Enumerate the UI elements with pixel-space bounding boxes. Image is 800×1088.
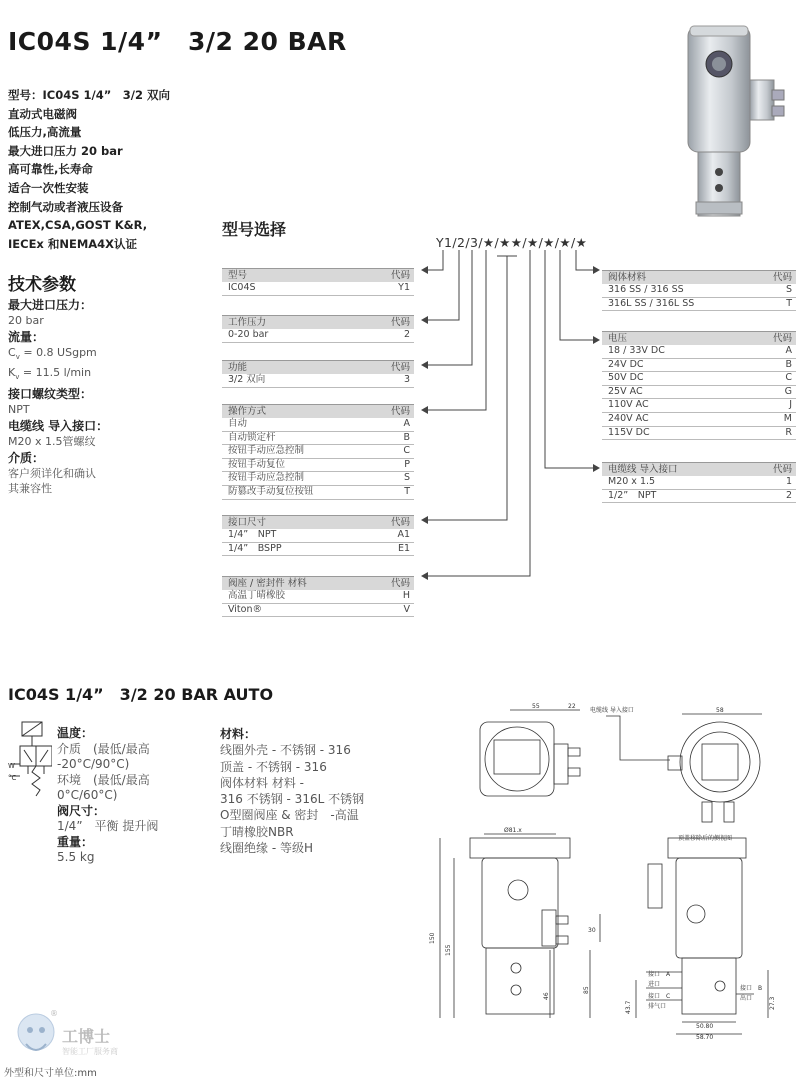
table-row: M20 x 1.5 1 — [602, 476, 796, 490]
port-value: NPT — [8, 403, 30, 417]
table-row: 1/2” NPT 2 — [602, 490, 796, 504]
dim-50-80: 50.80 — [696, 1023, 714, 1030]
feature-item: 最大进口压力 20 bar — [8, 143, 123, 158]
feature-item: IECEx 和NEMA4X认证 — [8, 236, 138, 251]
table-cable-entry: 电缆线 导入接口 代码 M20 x 1.5 1 1/2” NPT 2 — [602, 462, 796, 503]
port-a-inlet: 进口 — [648, 981, 661, 988]
table-row: 自动 A — [222, 418, 414, 432]
material-item: 顶盖 - 不锈钢 - 316 — [220, 759, 327, 774]
material-item: 316 不锈钢 - 316L 不锈钢 — [220, 792, 365, 807]
valve-size-label: 阀尺寸： — [57, 803, 106, 818]
temp-label: 温度： — [57, 726, 94, 740]
temp-medium-range: -20°C/90°C) — [57, 757, 130, 771]
table-row: 自动锁定杆 B — [222, 432, 414, 446]
medium-label: 介质： — [8, 451, 45, 466]
table-row: 高温丁晴橡胶 H — [222, 590, 414, 604]
watermark-title: 工博士 — [62, 1027, 111, 1046]
feature-item: 适合一次性安装 — [8, 180, 89, 195]
top-note: 顶盖移除后的侧视图 — [678, 835, 733, 842]
port-label: 接口螺纹类型： — [8, 387, 93, 402]
materials-label: 材料： — [220, 727, 257, 741]
port-a-label: 接口 A — [648, 971, 671, 978]
material-item: 线圈绝缘 - 等级H — [220, 841, 313, 856]
table-row: 按钮手动复位 P — [222, 459, 414, 473]
technical-drawing — [420, 700, 800, 1040]
table-row: 按钮手动应急控制 S — [222, 472, 414, 486]
table-row: 按钮手动应急控制 C — [222, 445, 414, 459]
port-c-label: 接口 C — [648, 993, 671, 1000]
auto-materials — [220, 726, 364, 856]
watermark-subtitle: 智能工厂服务商 — [62, 1047, 118, 1056]
table-model: 型号 代码 IC04S Y1 — [222, 268, 414, 296]
feature-item: ATEX,CSA,GOST K&R, — [8, 218, 148, 233]
table-function: 功能 代码 3/2 双向 3 — [222, 360, 414, 388]
port-b-label: 接口 B — [740, 985, 763, 992]
table-body-material: 阀体材料 代码 316 SS / 316 SS S 316L SS / 316L SS T — [602, 270, 796, 311]
table-row: 防篡改手动复位按钮 T — [222, 486, 414, 500]
dim-27-3: 27.3 — [769, 996, 776, 1010]
dim-155: 155 — [445, 944, 452, 956]
table-voltage: 电压 代码 18 / 33V DC A 24V DC B 50V DC C 25V AC G 110V AC J 240V AC M 115V DC R — [602, 331, 796, 440]
tech-heading: 技术参数 — [8, 275, 76, 295]
footer-note: 外型和尺寸单位:mm — [4, 1068, 97, 1079]
table-operation: 操作方式 代码 自动 A 自动锁定杆 B 按钮手动应急控制 C 按钮手动复位 P 按钮手动应急控制 S 防篡改手动复位按钮 T — [222, 404, 414, 500]
table-row: 25V AC G — [602, 386, 796, 400]
flow-label: 流量： — [8, 330, 45, 344]
port-b-outlet: 出口 — [740, 995, 753, 1002]
symbol-w: W — [8, 762, 15, 770]
dim-58: 58 — [716, 707, 724, 714]
feature-item: 型号：IC04S 1/4” 3/2 双向 — [8, 88, 170, 102]
table-seal: 阀座 / 密封件 材料 代码 高温丁晴橡胶 H Viton® V — [222, 576, 414, 617]
watermark-mark: ® — [50, 1009, 58, 1018]
dim-58-70: 58.70 — [696, 1034, 714, 1040]
material-item: 丁晴橡胶NBR — [220, 824, 294, 839]
feature-item: 高可靠性,长寿命 — [8, 162, 93, 177]
table-row: 316 SS / 316 SS S — [602, 284, 796, 298]
table-row: 3/2 双向 3 — [222, 374, 414, 388]
material-item: O型圈阀座 & 密封 -高温 — [220, 808, 359, 823]
feature-item: 低压力,高流量 — [8, 125, 82, 140]
material-item: 阀体材料 材料 - — [220, 775, 304, 790]
table-row: 1/4” NPT A1 — [222, 529, 414, 543]
feature-item: 控制气动或者液压设备 — [8, 199, 123, 214]
dim-dia: Ø81.x — [504, 827, 522, 834]
dim-22: 22 — [568, 703, 576, 710]
dim-43-7: 43.7 — [625, 1000, 632, 1014]
max-pressure-label: 最大进口压力： — [8, 298, 93, 312]
table-row: 110V AC J — [602, 399, 796, 413]
dim-85: 85 — [583, 986, 590, 994]
table-row: 316L SS / 316L SS T — [602, 298, 796, 312]
temp-env-range: 0°C/60°C) — [57, 788, 118, 802]
cable-entry-label: 电缆线 导入接口 — [590, 707, 634, 714]
model-code-string: Y1/2/3/★/★★/★/★/★/★ — [436, 235, 588, 250]
table-row: 115V DC R — [602, 427, 796, 441]
table-port-size: 接口尺寸 代码 1/4” NPT A1 1/4” BSPP E1 — [222, 515, 414, 556]
table-row: IC04S Y1 — [222, 282, 414, 296]
auto-section-title: IC04S 1/4” 3/2 20 BAR AUTO — [8, 685, 274, 704]
dim-150: 150 — [429, 932, 436, 944]
temp-medium: 介质 (最低/最高 — [57, 741, 150, 756]
max-pressure-value: 20 bar — [8, 314, 44, 327]
weight-label: 重量： — [57, 834, 94, 849]
material-item: 线圈外壳 - 不锈钢 - 316 — [220, 743, 351, 758]
cable-value: M20 x 1.5管螺纹 — [8, 435, 96, 449]
table-row: 0-20 bar 2 — [222, 329, 414, 343]
table-row: 240V AC M — [602, 413, 796, 427]
medium-value: 客户须详化和确认 — [8, 467, 96, 481]
selection-heading: 型号选择 — [222, 220, 287, 239]
cable-label: 电缆线 导入接口： — [8, 419, 109, 434]
dim-30: 30 — [588, 927, 596, 934]
table-row: 1/4” BSPP E1 — [222, 543, 414, 557]
valve-size-value: 1/4” 平衡 提升阀 — [57, 819, 159, 833]
table-pressure: 工作压力 代码 0-20 bar 2 — [222, 315, 414, 343]
temp-env: 环境 (最低/最高 — [57, 772, 150, 787]
feature-item: 直动式电磁阀 — [8, 106, 77, 121]
dim-46: 46 — [543, 992, 550, 1000]
weight-value: 5.5 kg — [57, 850, 95, 864]
dim-55: 55 — [532, 703, 540, 710]
table-row: Viton® V — [222, 604, 414, 618]
flow-cv: $C_v = 0.8$ USgpm — [8, 346, 97, 362]
watermark-logo — [12, 1008, 60, 1064]
auto-conditions — [57, 726, 158, 866]
table-row: 50V DC C — [602, 372, 796, 386]
symbol-c: °C — [8, 774, 17, 782]
page-title: IC04S 1/4” 3/2 20 BAR — [8, 27, 347, 56]
medium-value: 其兼容性 — [8, 482, 52, 496]
table-row: 18 / 33V DC A — [602, 345, 796, 359]
port-c-exhaust: 排气口 — [648, 1003, 667, 1010]
table-row: 24V DC B — [602, 359, 796, 373]
valve-symbol-icon — [8, 716, 52, 806]
flow-kv: $K_v = 11.5$ l/min — [8, 366, 92, 382]
